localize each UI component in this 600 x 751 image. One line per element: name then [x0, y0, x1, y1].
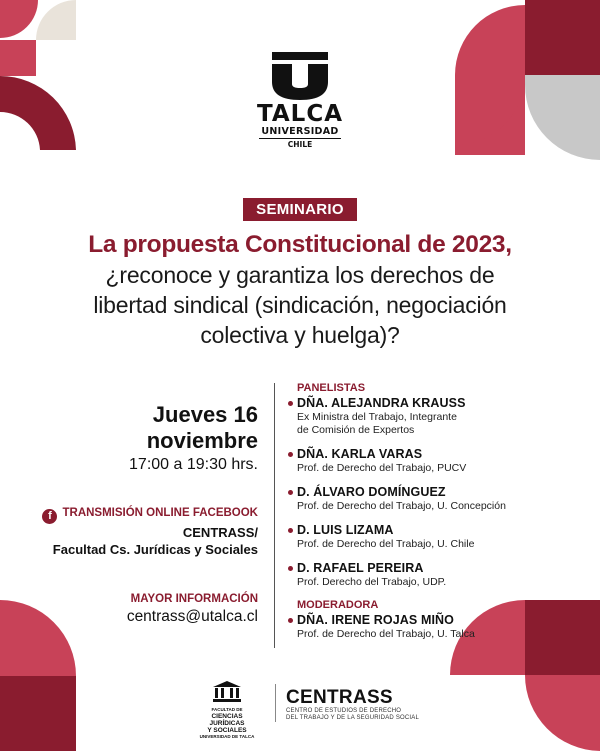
moderator-item — [287, 612, 587, 641]
bullet-icon — [288, 566, 293, 571]
title-line-3: libertad sindical (sindicación, negociación — [93, 292, 507, 318]
stream-heading: f TRANSMISIÓN ONLINE FACEBOOK — [42, 505, 258, 524]
panelist-item — [287, 522, 587, 551]
panelists-heading: PANELISTAS — [297, 382, 366, 394]
centrass-line-1: CENTRO DE ESTUDIOS DE DERECHO — [286, 708, 402, 714]
column-divider — [274, 383, 275, 648]
panelist-name: D. LUIS LIZAMA — [297, 523, 394, 537]
contact-heading: MAYOR INFORMACIÓN — [130, 593, 258, 605]
title-line-1: La propuesta Constitucional de 2023, — [88, 231, 512, 258]
logo-name: TALCA — [256, 101, 344, 127]
centrass-logo — [286, 688, 419, 722]
faculty-bottom: UNIVERSIDAD DE TALCA — [199, 734, 255, 739]
panelist-name: DÑA. ALEJANDRA KRAUSS — [297, 396, 466, 410]
title-line-2: ¿reconoce y garantiza los derechos de — [105, 262, 495, 288]
panelist-role: Prof. de Derecho del Trabajo, PUCV — [297, 462, 467, 474]
panelist-item — [287, 560, 587, 589]
panelist-role: Prof. de Derecho del Trabajo, U. Concepción — [297, 500, 506, 512]
decor-bottom-left — [0, 600, 80, 751]
panelist-item — [287, 446, 587, 475]
date-time: 17:00 a 19:30 hrs. — [129, 456, 258, 473]
panelist-item — [287, 395, 587, 437]
speakers-panel — [287, 381, 587, 650]
panelist-role: Ex Ministra del Trabajo, Integrante — [297, 411, 457, 423]
centrass-name: CENTRASS — [286, 687, 393, 708]
logo-country: CHILE — [259, 138, 341, 150]
bullet-icon — [288, 490, 293, 495]
faculty-building-icon — [212, 680, 242, 702]
date-day: Jueves 16 — [152, 402, 258, 427]
event-date — [129, 402, 258, 476]
stream-info — [42, 505, 258, 558]
stream-org-line-1: CENTRASS/ — [182, 525, 258, 540]
faculty-line-2: Y SOCIALES — [207, 727, 247, 734]
bullet-icon — [288, 528, 293, 533]
faculty-logo — [196, 680, 258, 740]
panelist-item — [287, 484, 587, 513]
date-month: noviembre — [146, 428, 258, 453]
faculty-top: FACULTAD DE — [211, 707, 243, 712]
panelist-name: D. ÁLVARO DOMÍNGUEZ — [297, 485, 446, 499]
panelist-role: Prof. Derecho del Trabajo, UDP. — [297, 576, 447, 588]
logo-mark-icon — [272, 52, 328, 100]
moderator-name: DÑA. IRENE ROJAS MIÑO — [297, 613, 454, 627]
centrass-line-2: DEL TRABAJO Y DE LA SEGURIDAD SOCIAL — [286, 715, 420, 721]
contact-email[interactable]: centrass@utalca.cl — [126, 608, 258, 625]
bullet-icon — [288, 401, 293, 406]
panelist-role: Prof. de Derecho del Trabajo, U. Chile — [297, 538, 475, 550]
university-logo — [245, 52, 355, 162]
title-line-4: colectiva y huelga)? — [200, 322, 400, 348]
bullet-icon — [288, 452, 293, 457]
event-type-badge: SEMINARIO — [243, 198, 357, 221]
logo-subtitle: UNIVERSIDAD — [261, 126, 339, 137]
contact-info — [127, 592, 258, 627]
decor-top-right — [420, 0, 600, 160]
faculty-line-1: CIENCIAS JURÍDICAS — [209, 713, 245, 727]
stream-org-line-2: Facultad Cs. Jurídicas y Sociales — [52, 542, 258, 557]
seminar-title — [40, 230, 560, 350]
panelist-name: DÑA. KARLA VARAS — [297, 447, 423, 461]
bullet-icon — [288, 618, 293, 623]
decor-top-left — [0, 0, 110, 150]
moderator-role: Prof. de Derecho del Trabajo, U. Talca — [297, 628, 475, 640]
moderator-heading: MODERADORA — [297, 599, 379, 611]
facebook-icon: f — [42, 509, 57, 524]
panelist-role: de Comisión de Expertos — [297, 424, 415, 436]
panelist-name: D. RAFAEL PEREIRA — [297, 561, 424, 575]
footer-divider — [275, 684, 276, 722]
